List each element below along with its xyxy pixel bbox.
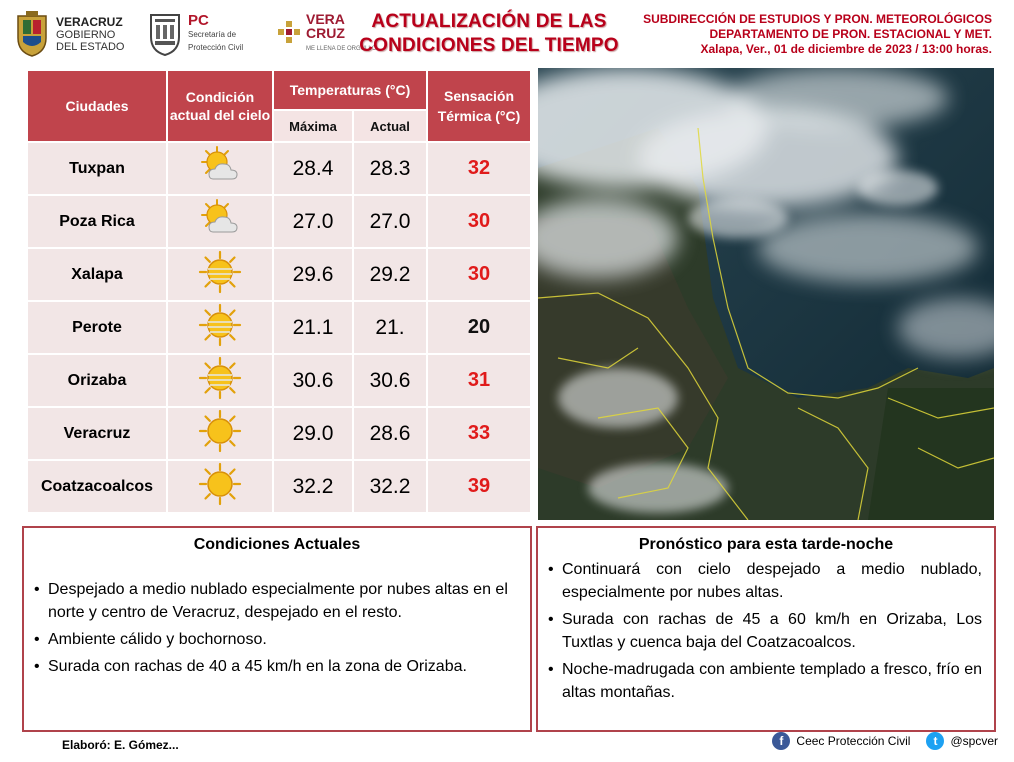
feel-temp: 39	[428, 461, 530, 512]
forecast-list	[538, 558, 994, 704]
vcz-tagline: ME LLENA DE ORGULLO	[306, 46, 377, 52]
veracruz-government-logo	[14, 6, 124, 62]
sun-haze-icon	[168, 355, 272, 406]
page-title-line1: ACTUALIZACIÓN DE LAS	[371, 11, 607, 32]
current-temp: 30.6	[354, 355, 426, 406]
header	[0, 0, 1014, 66]
max-temp: 29.0	[274, 408, 352, 459]
vcz-line2: CRUZ	[306, 25, 345, 41]
satellite-image	[538, 68, 994, 520]
max-temp: 30.6	[274, 355, 352, 406]
max-temp: 32.2	[274, 461, 352, 512]
list-item: • Continuará con cielo despejado a medio nublado, especialmente por nubes altas.	[548, 558, 982, 604]
page-subtitle	[643, 12, 992, 57]
table-row	[28, 196, 530, 247]
list-item: • Noche-madrugada con ambiente templado a fresco, frío en altas montañas.	[548, 658, 982, 704]
current-temp: 27.0	[354, 196, 426, 247]
feel-temp: 31	[428, 355, 530, 406]
facebook-link[interactable]: Ceec Protección Civil	[796, 734, 911, 748]
city-name: Coatzacoalcos	[28, 461, 166, 512]
subtitle-line2: DEPARTAMENTO DE PRON. ESTACIONAL Y MET.	[709, 27, 992, 41]
sun-haze-icon	[168, 302, 272, 353]
list-item: • Despejado a medio nublado especialmente por nubes altas en el norte y centro de Veracruz, despejado en el resto.	[34, 578, 518, 624]
current-temp: 28.6	[354, 408, 426, 459]
sun-behind-cloud-icon	[168, 196, 272, 247]
page-title	[354, 10, 624, 58]
list-item: • Surada con rachas de 45 a 60 km/h en Orizaba, Los Tuxtlas y cuenca baja del Coatzacoalcos.	[548, 608, 982, 654]
forecast-title: Pronóstico para esta tarde-noche	[638, 536, 894, 553]
max-temp: 21.1	[274, 302, 352, 353]
city-name: Xalapa	[28, 249, 166, 300]
current-conditions-title: Condiciones Actuales	[193, 536, 361, 553]
feel-temp: 30	[428, 196, 530, 247]
list-item: • Ambiente cálido y bochornoso.	[34, 628, 518, 651]
list-item: • Surada con rachas de 40 a 45 km/h en la zona de Orizaba.	[34, 655, 518, 678]
city-name: Perote	[28, 302, 166, 353]
subtitle-date: Xalapa, Ver., 01 de diciembre de 2023 / 13:00 horas.	[700, 42, 992, 56]
table-row	[28, 302, 530, 353]
table-row	[28, 408, 530, 459]
city-name: Tuxpan	[28, 143, 166, 194]
header-cities: Ciudades	[28, 71, 166, 141]
facebook-icon[interactable]: f	[772, 732, 790, 750]
weather-table	[26, 69, 532, 511]
proteccion-civil-logo	[148, 6, 243, 62]
pc-line1: Secretaría de	[188, 29, 237, 39]
veracruz-shield-icon	[14, 10, 50, 58]
current-temp: 29.2	[354, 249, 426, 300]
sun-icon	[168, 461, 272, 512]
logo-line1: VERACRUZ	[56, 14, 123, 29]
current-conditions-list	[24, 578, 530, 678]
forecast-panel	[536, 526, 996, 732]
table-body	[28, 143, 530, 512]
page-title-line2: CONDICIONES DEL TIEMPO	[359, 35, 619, 56]
feel-temp: 20	[428, 302, 530, 353]
sun-icon	[168, 408, 272, 459]
satellite-map-svg	[538, 68, 994, 520]
feel-temp: 32	[428, 143, 530, 194]
current-temp: 28.3	[354, 143, 426, 194]
header-max: Máxima	[274, 111, 352, 141]
current-temp: 32.2	[354, 461, 426, 512]
sun-behind-cloud-icon	[168, 143, 272, 194]
social-links	[772, 732, 998, 750]
city-name: Poza Rica	[28, 196, 166, 247]
table-row	[28, 355, 530, 406]
max-temp: 29.6	[274, 249, 352, 300]
header-temperatures: Temperaturas (°C)	[274, 71, 426, 109]
max-temp: 27.0	[274, 196, 352, 247]
subtitle-line1: SUBDIRECCIÓN DE ESTUDIOS Y PRON. METEOROLÓGICOS	[643, 12, 992, 26]
vcz-line1: VERA	[306, 11, 345, 27]
pc-shield-icon	[148, 11, 182, 57]
sun-haze-icon	[168, 249, 272, 300]
header-feel: Sensación Térmica (°C)	[428, 71, 530, 141]
header-condition: Condición actual del cielo	[168, 71, 272, 141]
author-credit: Elaboró: E. Gómez...	[62, 738, 179, 752]
logo-line2: GOBIERNO	[56, 28, 116, 41]
table-row	[28, 249, 530, 300]
logo-line3: DEL ESTADO	[56, 40, 125, 53]
pc-line2: Protección Civil	[188, 42, 244, 52]
city-name: Veracruz	[28, 408, 166, 459]
table-row	[28, 143, 530, 194]
city-name: Orizaba	[28, 355, 166, 406]
veracruz-ornament-icon	[276, 19, 302, 49]
feel-temp: 30	[428, 249, 530, 300]
twitter-link[interactable]: @spcver	[950, 734, 998, 748]
twitter-icon[interactable]: t	[926, 732, 944, 750]
feel-temp: 33	[428, 408, 530, 459]
pc-abbr: PC	[188, 11, 209, 29]
current-temp: 21.	[354, 302, 426, 353]
table-row	[28, 461, 530, 512]
current-conditions-panel	[22, 526, 532, 732]
max-temp: 28.4	[274, 143, 352, 194]
header-current: Actual	[354, 111, 426, 141]
